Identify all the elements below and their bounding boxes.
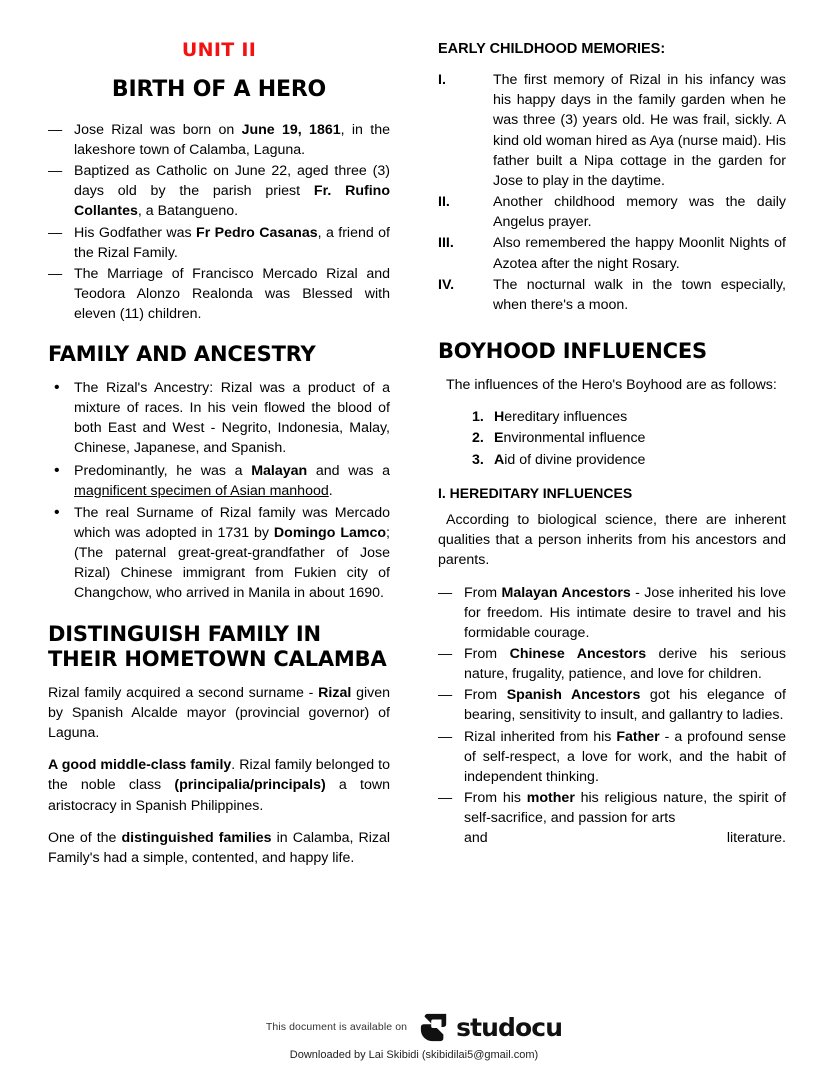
list-item-text: Baptized as Catholic on June 22, aged three (3) days old by the parish priest Fr. Rufino Collantes, a Batangueno.: [74, 163, 391, 220]
ancestry-list: [48, 378, 390, 604]
list-item-text: Jose Rizal was born on June 19, 1861, in the lakeshore town of Calamba, Laguna.: [74, 121, 390, 158]
list-item: [438, 727, 786, 787]
studocu-logo: [419, 1012, 562, 1042]
studocu-banner: [0, 1012, 828, 1042]
heading-distinguish-family: DISTINGUISH FAMILY IN THEIR HOMETOWN CALAMBA: [48, 621, 387, 672]
list-item: [48, 461, 390, 501]
list-item-text: The Marriage of Francisco Mercado Rizal and Teodora Alonzo Realonda was Blessed with eleven (11) children.: [74, 265, 390, 323]
dash-bullet-icon: —: [438, 584, 453, 601]
list-item: [48, 503, 390, 604]
list-item-text: From Malayan Ancestors - Jose inherited his love for freedom. His intimate desire to travel and his formidable courage.: [464, 584, 786, 641]
heading-boyhood-influences: BOYHOOD INFLUENCES: [438, 339, 707, 363]
list-item-text: Rizal inherited from his Father - a profound sense of self-respect, a love for work, and the habit of independent thinking.: [464, 728, 786, 785]
list-item-text: Hereditary influences: [494, 408, 628, 425]
footer-available-text: This document is available on: [265, 1021, 408, 1033]
mother-influence-text-part1: From his mother his religious nature, the spirit of self-sacrifice, and passion for arts: [464, 790, 786, 827]
studocu-mark-icon: [419, 1012, 449, 1042]
number-marker: 3.: [472, 451, 484, 468]
heading-family-and-ancestry: FAMILY AND ANCESTRY: [48, 342, 316, 367]
list-item: [48, 161, 390, 221]
distinguish-paragraphs: [48, 683, 390, 868]
list-item: [438, 233, 786, 273]
paragraph: One of the distinguished families in Calamba, Rizal Family's had a simple, contented, and happy life.: [48, 829, 390, 866]
list-item: [438, 685, 786, 725]
dash-bullet-icon: —: [438, 687, 453, 704]
list-item-text: From Chinese Ancestors derive his serious nature, frugality, patience, and love for children.: [464, 645, 786, 683]
list-item-text: Predominantly, he was a Malayan and was a magnificent specimen of Asian manhood.: [74, 462, 391, 499]
dot-bullet-icon: •: [54, 503, 60, 521]
list-item-text: Also remembered the happy Moonlit Nights of Azotea after the night Rosary.: [493, 235, 786, 272]
mother-influence-literature: literature.: [726, 830, 786, 847]
number-marker: 1.: [472, 408, 484, 425]
early-childhood-memories-list: [438, 70, 786, 315]
paragraph: Rizal family acquired a second surname - Rizal given by Spanish Alcalde mayor (provincial governor) of Laguna.: [48, 684, 390, 742]
list-item: [472, 450, 786, 471]
birth-facts-list: [48, 120, 390, 325]
unit-label: UNIT II: [181, 39, 257, 61]
list-item-text: The real Surname of Rizal family was Mercado which was adopted in 1731 by Domingo Lamco; (The paternal great-great-grandfather of Jose Rizal) Chinese immigrant from Fukien city of Changchow, who arrived in Manila in about 1690.: [74, 504, 390, 602]
page-title: BIRTH OF A HERO: [111, 76, 327, 102]
dash-bullet-icon: —: [438, 728, 453, 745]
right-column: [420, 40, 828, 868]
heading-hereditary-influences: I. HEREDITARY INFLUENCES: [438, 484, 633, 501]
dash-bullet-icon: —: [438, 645, 453, 662]
list-item-text: The first memory of Rizal in his infancy was his happy days in the family garden when he was three (3) years old. He was frail, sickly. A kind old woman hired as Aya (nurse maid). His father built a Nipa cottage in the garden for Jose to play in the daytime.: [493, 72, 786, 189]
list-item: [438, 788, 786, 848]
heading-early-childhood-memories: EARLY CHILDHOOD MEMORIES:: [438, 41, 666, 57]
dash-bullet-icon: —: [48, 163, 63, 180]
mother-influence-list: [438, 788, 786, 848]
roman-numeral-marker: I.: [438, 72, 446, 89]
list-item: [438, 583, 786, 643]
boyhood-influences-list: [438, 407, 786, 471]
dash-bullet-icon: —: [48, 265, 63, 282]
dot-bullet-icon: •: [54, 461, 60, 479]
list-item: [438, 192, 786, 232]
dash-bullet-icon: —: [438, 790, 453, 807]
roman-numeral-marker: II.: [438, 194, 450, 211]
list-item-text: From Spanish Ancestors got his elegance of bearing, sensitivity to insult, and gallantry to ladies.: [464, 687, 786, 724]
list-item: [48, 378, 390, 459]
left-column: [0, 40, 420, 868]
footer-downloaded-by: Downloaded by Lai Skibidi (skibidilai5@gmail.com): [289, 1049, 539, 1061]
hereditary-intro-text: According to biological science, there are inherent qualities that a person inherits from his ancestors and parents.: [438, 512, 786, 569]
page-footer: [0, 1012, 828, 1061]
dash-bullet-icon: —: [48, 224, 63, 241]
list-item-text: The Rizal's Ancestry: Rizal was a product of a mixture of races. In his vein flowed the blood of both East and West - Negrito, Indonesia, Malay, Chinese, Japanese, and Spanish.: [74, 379, 390, 457]
mother-influence-and: and: [464, 830, 488, 847]
paragraph: A good middle-class family. Rizal family belonged to the noble class (principalia/principals) a town aristocracy in Spanish Philippines.: [48, 757, 390, 814]
dash-bullet-icon: —: [48, 121, 63, 138]
list-item: [472, 428, 786, 449]
list-item-text: Aid of divine providence: [494, 451, 646, 468]
list-item-text: Another childhood memory was the daily Angelus prayer.: [493, 194, 786, 231]
list-item: [438, 275, 786, 315]
dot-bullet-icon: •: [54, 378, 60, 396]
list-item: [472, 407, 786, 428]
list-item-text: Environmental influence: [494, 430, 646, 447]
hereditary-influences-list: [438, 583, 786, 788]
list-item: [438, 644, 786, 684]
roman-numeral-marker: III.: [438, 235, 454, 252]
boyhood-intro-text: The influences of the Hero's Boyhood are as follows:: [446, 376, 777, 393]
list-item-text: His Godfather was Fr Pedro Casanas, a friend of the Rizal Family.: [74, 224, 390, 261]
two-column-layout: [0, 40, 828, 868]
list-item: [48, 120, 390, 160]
roman-numeral-marker: IV.: [438, 276, 455, 293]
studocu-wordmark: studocu: [456, 1012, 563, 1042]
list-item-text: The nocturnal walk in the town especially, when there's a moon.: [493, 276, 786, 313]
number-marker: 2.: [472, 430, 484, 447]
mother-influence-last-line: [464, 828, 786, 848]
list-item: [48, 223, 390, 263]
list-item: [438, 70, 786, 191]
list-item: [48, 264, 390, 324]
